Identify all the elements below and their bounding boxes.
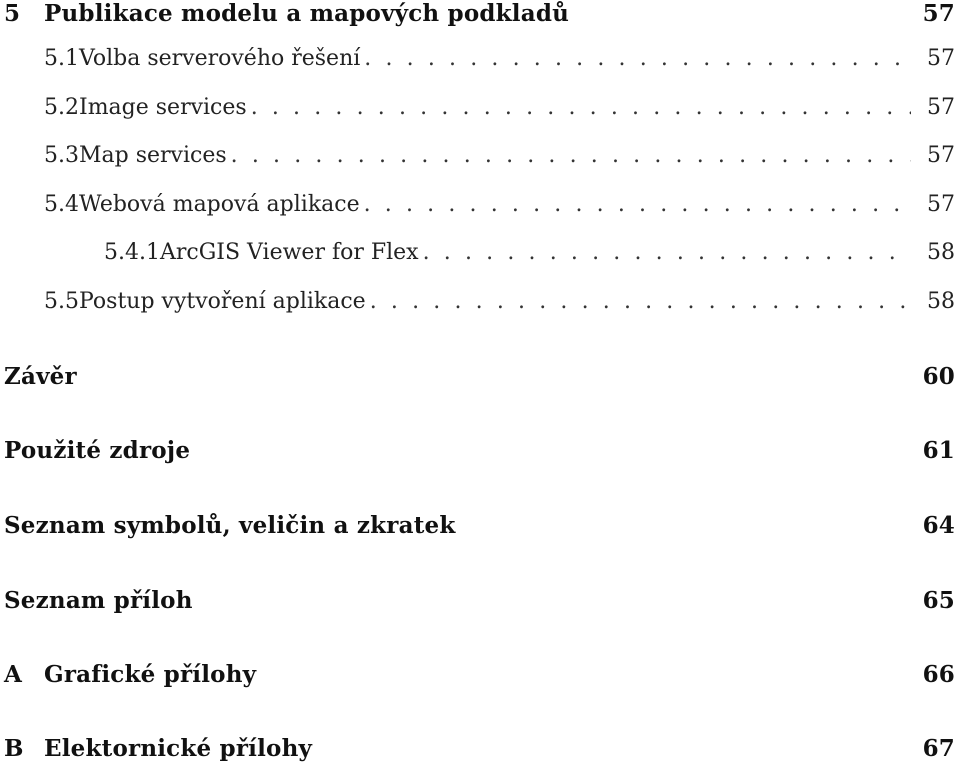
toc-title: Image services xyxy=(79,95,247,120)
toc-number: B xyxy=(4,735,24,762)
toc-title: Seznam příloh xyxy=(4,587,193,614)
dot-leader xyxy=(370,289,911,314)
toc-chapter-seznam-priloh[interactable] xyxy=(0,587,955,614)
dot-leader xyxy=(423,240,911,265)
toc-page-number: 58 xyxy=(927,240,955,265)
toc-section-5-1[interactable] xyxy=(0,46,955,71)
toc-chapter-seznam-symbolu[interactable] xyxy=(0,512,955,539)
toc-page-number: 57 xyxy=(922,0,955,27)
toc-number: A xyxy=(4,661,23,688)
toc-page-number: 57 xyxy=(927,95,955,120)
toc-page-number: 67 xyxy=(922,735,955,762)
toc-page-number: 66 xyxy=(922,661,955,688)
toc-title: Seznam symbolů, veličin a zkratek xyxy=(4,512,456,539)
toc-number: 5.5 xyxy=(44,289,79,314)
toc-title: Použité zdroje xyxy=(4,437,191,464)
toc-title: Postup vytvoření aplikace xyxy=(79,289,366,314)
toc-section-5-4[interactable] xyxy=(0,192,955,217)
toc-title: Volba serverového řešení xyxy=(79,46,361,71)
toc-section-5-5[interactable] xyxy=(0,289,955,314)
toc-title: Publikace modelu a mapových podkladů xyxy=(44,0,570,27)
toc-number: 5.3 xyxy=(44,143,79,168)
toc-chapter-a[interactable] xyxy=(0,661,955,688)
toc-page-number: 61 xyxy=(922,437,955,464)
toc-page-number: 57 xyxy=(927,46,955,71)
toc-chapter-zaver[interactable] xyxy=(0,363,955,390)
dot-leader xyxy=(364,46,911,71)
toc-title: Webová mapová aplikace xyxy=(79,192,360,217)
toc-page-number: 64 xyxy=(922,512,955,539)
toc-title: Map services xyxy=(79,143,227,168)
toc-number: 5.2 xyxy=(44,95,79,120)
toc-title: Elektornické přílohy xyxy=(44,735,313,762)
dot-leader xyxy=(364,192,911,217)
toc-page-number: 57 xyxy=(927,192,955,217)
toc-page-number: 60 xyxy=(922,363,955,390)
toc-title: ArcGIS Viewer for Flex xyxy=(159,240,419,265)
toc-title: Závěr xyxy=(4,363,77,390)
toc-title: Grafické přílohy xyxy=(44,661,257,688)
toc-number: 5.1 xyxy=(44,46,79,71)
toc-page-number: 57 xyxy=(927,143,955,168)
toc-page-number: 65 xyxy=(922,587,955,614)
dot-leader xyxy=(231,143,911,168)
toc-page-number: 58 xyxy=(927,289,955,314)
toc-number: 5.4.1 xyxy=(104,240,160,265)
toc-section-5-2[interactable] xyxy=(0,95,955,120)
toc-chapter-pouzite-zdroje[interactable] xyxy=(0,437,955,464)
toc-number: 5.4 xyxy=(44,192,79,217)
toc-section-5-3[interactable] xyxy=(0,143,955,168)
dot-leader xyxy=(251,95,911,120)
toc-chapter-b[interactable] xyxy=(0,735,955,762)
toc-chapter-5[interactable] xyxy=(0,0,955,27)
toc-subsection-5-4-1[interactable] xyxy=(0,240,955,265)
toc-number: 5 xyxy=(4,0,21,27)
